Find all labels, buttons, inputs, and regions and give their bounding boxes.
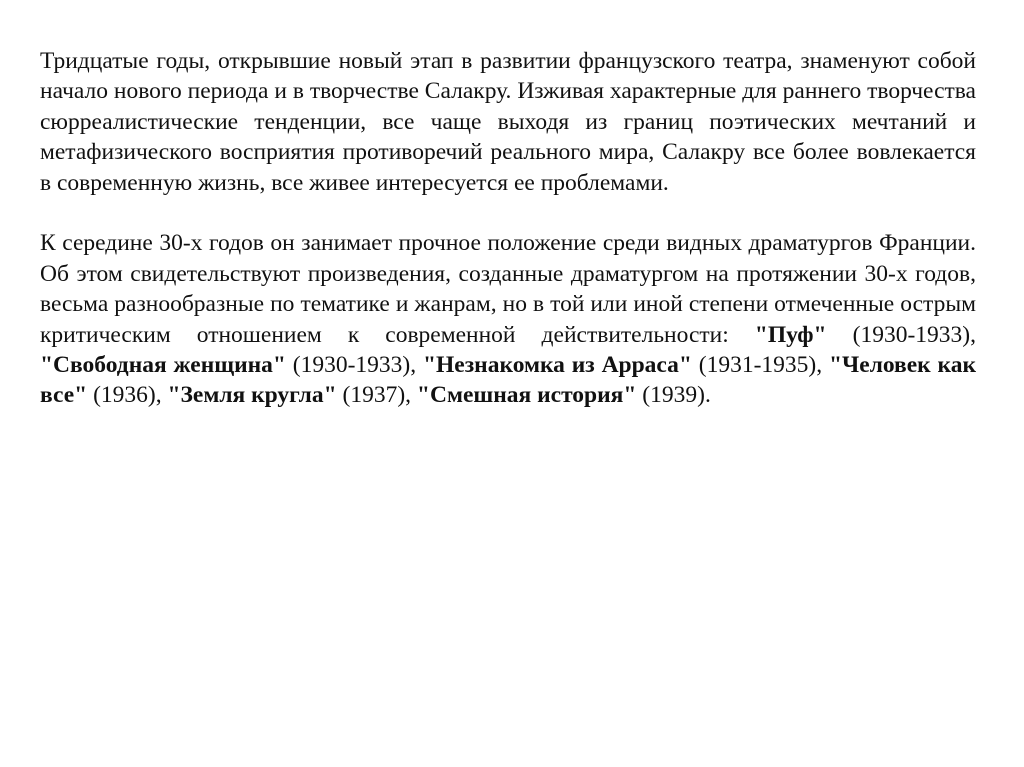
play-years-funny-story: (1939).	[636, 382, 711, 409]
paragraph-2-intro: К середине 30-х годов он занимает прочное положение среди видных драматургов Франции. Об этом свидетельствуют произведения, созданные драматургом на протяжении 30-х годов, весьма разнообразные по тематике и жанрам, но в той или иной степени отмеченные острым критическим отношением к современной действительности:	[40, 230, 976, 348]
play-years-stranger-arras: (1931-1935),	[691, 352, 829, 379]
slide-content	[40, 46, 976, 411]
play-title-free-woman: "Свободная женщина"	[40, 352, 286, 379]
play-years-free-woman: (1930-1933),	[285, 352, 423, 379]
paragraph-1: Тридцатые годы, открывшие новый этап в развитии французского театра, знаменуют собой начало нового периода и в творчестве Салакру. Изживая характерные для раннего творчества сюрреалистические тенденции, все чаще выходя из границ поэтических мечтаний и метафизического восприятия противоречий реального мира, Салакру все более вовлекается в современную жизнь, все живее интересуется ее проблемами.	[40, 48, 976, 196]
play-title-earth-round: "Земля кругла"	[167, 382, 337, 409]
play-title-funny-story: "Смешная история"	[416, 382, 637, 409]
play-years-earth-round: (1937),	[336, 382, 417, 409]
play-years-man-like-all: (1936),	[87, 382, 168, 409]
paragraph-2	[40, 228, 976, 410]
play-title-man-like-all: "Человек как все"	[40, 352, 977, 409]
play-title-puf: "Пуф"	[754, 321, 827, 348]
play-years-puf: (1930-1933),	[826, 321, 976, 348]
play-title-stranger-arras: "Незнакомка из Арраса"	[422, 352, 692, 379]
